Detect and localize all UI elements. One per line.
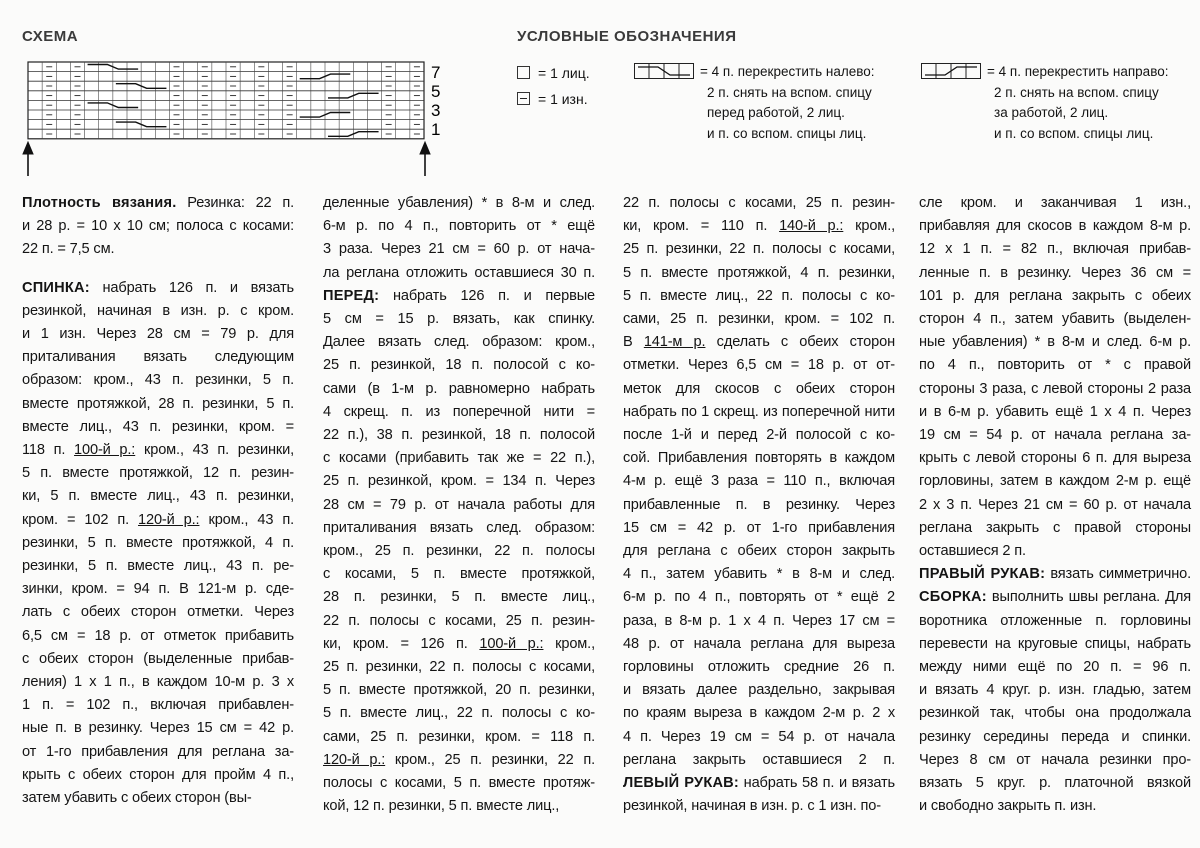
text-run: кром., 25 п. резинки, 22 п. полосы (323, 543, 595, 560)
text-run: прибавляя для скосов в каждом 8-м р. (919, 218, 1191, 235)
text-run: затем убавить с обеих сторон (вы- (22, 790, 252, 807)
text-run: 22 п. полосы с косами, 25 п. резин- (623, 195, 895, 211)
text-line (623, 726, 895, 749)
text-line (623, 238, 895, 261)
text-run: 5 п. вместе протяжкой, 4 п. резинки, (623, 264, 895, 281)
text-line (22, 277, 294, 300)
text-line (22, 300, 294, 323)
text-line (623, 679, 895, 702)
text-run: В (623, 334, 644, 351)
legend-cross-left (634, 62, 894, 144)
text-run: 6-м р. по 4 п., повторить от * ещё (323, 218, 595, 235)
text-line (919, 749, 1191, 772)
text-line (22, 532, 294, 555)
text-run: набрать 58 п. и вязать (738, 775, 895, 792)
text-line (919, 517, 1191, 540)
cross-right-line-3: и п. со вспом. спицы лиц. (994, 125, 1154, 141)
schema-title: СХЕМА (22, 28, 79, 45)
row-reference: 120-й р.: (323, 751, 386, 768)
text-line (323, 772, 595, 795)
text-run: образом: кром., 43 п. резинки, 5 п. (22, 372, 294, 389)
text-run: деленные убавления) * в 8-м и след. (323, 195, 595, 211)
text-line (22, 625, 294, 648)
text-run: перевести на круговые спицы, набрать (919, 635, 1191, 652)
text-line (623, 354, 895, 377)
text-run: с обеих сторон (выделенные прибав- (22, 650, 294, 667)
text-line (919, 401, 1191, 424)
text-run: Через 8 см от начала резинки про- (919, 751, 1191, 768)
text-run: 6,5 см = 18 р. от отметок прибавить (22, 627, 294, 644)
text-column-1 (22, 192, 294, 810)
text-line (22, 601, 294, 624)
text-run: и в 6-м р. убавить ещё 1 х 4 п. Через (919, 403, 1191, 420)
text-line (323, 238, 595, 261)
text-run: 2 х 3 п. Через 21 см = 60 р. от начала (919, 496, 1191, 513)
text-run: крыть с левой стороны 6 п. для выреза (919, 450, 1191, 467)
text-column-2 (323, 192, 595, 818)
text-line (623, 192, 895, 215)
arrow-left-icon (23, 142, 33, 176)
text-run: 22 п. = 7,5 см. (22, 241, 115, 258)
text-line (22, 509, 294, 532)
text-line (623, 517, 895, 540)
cross-right-title: = 4 п. перекрестить направо: (987, 64, 1169, 79)
text-run: сами, 25 п. резинки, кром. = 102 п. (623, 311, 895, 328)
text-run: ления) 1 х 1 п., в каждом 10-м р. 3 х (22, 674, 294, 691)
section-label: ПРАВЫЙ РУКАВ: (919, 566, 1046, 583)
section-label: Плотность вязания. (22, 195, 177, 211)
text-run: резинкой, начиная в изн. р. с 1 изн. по- (623, 798, 881, 815)
text-run: Далее вязать след. образом: кром., (323, 334, 595, 351)
text-run: 28 см = 79 р. от начала работы для (323, 496, 595, 513)
text-line (623, 331, 895, 354)
text-run: и вязать 4 круг. р. изн. гладью, затем (919, 682, 1191, 699)
text-run: по 4 п., повторить от * с правой (919, 357, 1191, 374)
knitting-chart (20, 58, 450, 188)
text-run: и свободно закрыть п. изн. (919, 798, 1097, 815)
text-run: ные п. в резинку. Через 15 см = 42 р. (22, 720, 294, 737)
text-run: кром., (543, 635, 595, 652)
text-line (919, 424, 1191, 447)
text-line (323, 633, 595, 656)
text-line (623, 494, 895, 517)
text-line (22, 764, 294, 787)
text-line (919, 795, 1191, 818)
text-line (623, 540, 895, 563)
text-run: горловины отложить средние 26 п. (623, 659, 895, 676)
text-run: отметки. Через 6,5 см = 18 р. от от- (623, 357, 895, 374)
text-line (323, 540, 595, 563)
text-run: реглана закрыть оставшиеся 2 п. (623, 751, 895, 768)
text-run: 15 см = 42 р. от 1-го прибавления (623, 519, 895, 536)
row-reference: 120-й р.: (138, 511, 200, 528)
text-run: сами, 25 п. резинки, кром. = 118 п. (323, 728, 595, 745)
cross-left-symbol-icon (634, 63, 694, 79)
text-run: 118 п. (22, 442, 75, 459)
text-line (323, 749, 595, 772)
text-line (323, 378, 595, 401)
text-line (22, 323, 294, 346)
text-run: сой. Прибавления повторять в каждом (623, 450, 895, 467)
text-run: 101 р. для реглана закрыть с обеих (919, 287, 1191, 304)
legend-knit-text: = 1 лиц. (538, 65, 590, 81)
text-run: 6-м р. по 4 п., повторять от * ещё 2 (623, 589, 895, 606)
text-run: 5 п. вместе лиц., 22 п. полосы с ко- (323, 705, 595, 722)
text-line (22, 787, 294, 810)
text-run: 12 х 1 п. = 82 п., включая прибав- (919, 241, 1191, 258)
text-line (22, 192, 294, 215)
text-run: после 1-й и перед 2-й полосой с ко- (623, 427, 895, 444)
text-run: резинки, 5 п. вместе протяжкой, 4 п. (22, 534, 294, 551)
cross-left-line-3: и п. со вспом. спицы лиц. (707, 125, 867, 141)
text-line (323, 308, 595, 331)
text-run: 5 п. вместе протяжкой, 20 п. резинки, (323, 682, 595, 699)
text-run: ные убавления) * в 8-м и след. 6-м р. (919, 334, 1191, 351)
text-run: выполнить швы реглана. Для (986, 589, 1191, 606)
text-run: с косами (прибавить так же = 22 п.), (323, 450, 595, 467)
cross-right-line-2: за работой, 2 лиц. (994, 105, 1109, 120)
text-line (919, 331, 1191, 354)
text-line (919, 285, 1191, 308)
cross-right-symbol-icon (921, 63, 981, 79)
text-run: 22 п.), 38 п. резинкой, 18 п. полосой (323, 427, 595, 444)
text-run: ла реглана отложить оставшиеся 30 п. (323, 264, 595, 281)
text-line (323, 494, 595, 517)
text-run: реглана закрыть с правой стороны (919, 519, 1191, 536)
text-run: раза, в 8-м р. 1 х 4 п. Через 17 см = (623, 612, 895, 629)
text-run: сами (в 1-м р. равномерно набрать (323, 380, 595, 397)
text-run: и вязать далее раздельно, закрывая (623, 682, 895, 699)
text-run: приталивания вязать следующим (22, 349, 294, 366)
text-line (919, 192, 1191, 215)
text-run: 4 п., затем убавить * в 8-м и след. (623, 566, 895, 583)
text-line (22, 416, 294, 439)
text-line (623, 586, 895, 609)
text-line (323, 285, 595, 308)
text-run: 3 раза. Через 21 см = 60 р. от нача- (323, 241, 595, 258)
cross-left-line-1: 2 п. снять на вспом. спицу (707, 84, 872, 100)
text-run: горловины, затем в каждом 2-м р. ещё (919, 473, 1191, 490)
text-run: и 1 изн. Через 28 см = 79 р. для (22, 326, 294, 343)
text-run: резинкой так, чтобы она продолжала (919, 705, 1191, 722)
text-run: вместе протяжкой, 28 п. резинки, 5 п. (22, 395, 294, 412)
text-line (323, 726, 595, 749)
text-run: меток для скосов с обеих сторон (623, 380, 895, 397)
text-line (22, 215, 294, 238)
text-run: сторон 4 п., затем убавить (выделен- (919, 311, 1191, 328)
text-line (22, 346, 294, 369)
text-line (323, 447, 595, 470)
text-line (623, 378, 895, 401)
text-run: зинки, кром. = 94 п. В 121-м р. сде- (22, 581, 294, 598)
text-line (919, 726, 1191, 749)
text-line (919, 215, 1191, 238)
text-line (323, 424, 595, 447)
text-run: и 28 р. = 10 х 10 см; полоса с косами: (22, 218, 294, 235)
cross-left-title: = 4 п. перекрестить налево: (700, 64, 875, 79)
text-line (22, 369, 294, 392)
row-reference: 100-й р.: (74, 442, 136, 459)
text-run: полосы с косами, 5 п. вместе протяж- (323, 775, 595, 792)
cross-left-line-2: перед работой, 2 лиц. (707, 105, 845, 120)
text-line (919, 702, 1191, 725)
text-run: вязать симметрично. (1045, 566, 1191, 583)
text-run: 4 п. Через 19 см = 54 р. от начала (623, 728, 895, 745)
arrow-right-icon (420, 142, 430, 176)
row-label-1: 1 (431, 120, 441, 139)
section-label: ПЕРЕД: (323, 287, 380, 304)
text-run: ки, кром. = 126 п. (323, 635, 480, 652)
text-run: 22 п. полосы с косами, 25 п. резин- (323, 612, 595, 629)
purl-symbol-icon (517, 92, 530, 105)
text-line (323, 470, 595, 493)
text-line (919, 679, 1191, 702)
text-run: кром. = 102 п. (22, 511, 139, 528)
text-line (919, 308, 1191, 331)
section-label: СБОРКА: (919, 589, 987, 606)
text-run: прибавленные п. в резинку. Через (623, 496, 895, 513)
text-line (323, 656, 595, 679)
text-run: вязать 5 круг. р. платочной вязкой (919, 775, 1191, 792)
text-run: 48 р. от начала реглана для выреза (623, 635, 895, 652)
section-label: СПИНКА: (22, 279, 90, 296)
text-run: крыть с обеих сторон для пройм 4 п., (22, 766, 294, 783)
text-line (919, 772, 1191, 795)
text-line (623, 424, 895, 447)
text-run: ки, 5 п. вместе лиц., 43 п. резинки, (22, 488, 294, 505)
text-run: кой, 12 п. резинки, 5 п. вместе лиц., (323, 798, 560, 815)
row-reference: 100-й р.: (479, 635, 544, 652)
text-line (623, 563, 895, 586)
text-run: 5 п. вместе протяжкой, 12 п. резин- (22, 465, 294, 482)
text-line (919, 494, 1191, 517)
text-run: от 1-го прибавления для реглана за- (22, 743, 294, 760)
text-line (623, 262, 895, 285)
text-line (323, 795, 595, 818)
text-line (623, 470, 895, 493)
text-line (623, 447, 895, 470)
text-run: ленные п. в резинку. Через 36 см = (919, 264, 1191, 281)
text-line (22, 741, 294, 764)
text-run: резинку середины переда и спинки. (919, 728, 1191, 745)
text-line (323, 262, 595, 285)
text-line (919, 633, 1191, 656)
text-run: между ними ещё по 20 п. = 96 п. (919, 659, 1191, 676)
text-line (323, 331, 595, 354)
text-run: 25 п. резинки, 22 п. полосы с косами, (323, 659, 595, 676)
text-run: резинки, 5 п. вместе лиц., 43 п. ре- (22, 558, 294, 575)
text-line (323, 610, 595, 633)
text-line (323, 586, 595, 609)
text-run: стороны 3 раза, с левой стороны 2 раза (919, 380, 1191, 397)
text-run: кром., 43 п. резинки, (135, 442, 294, 459)
text-line (623, 749, 895, 772)
knit-symbol-icon (517, 66, 530, 79)
text-line (623, 401, 895, 424)
row-label-5: 5 (431, 82, 441, 101)
text-line (22, 439, 294, 462)
text-run: кром., (843, 218, 896, 235)
text-run: набрать 126 п. и первые (379, 287, 595, 304)
text-line (919, 656, 1191, 679)
text-line (919, 540, 1191, 563)
text-run: по краям выреза в каждом 2-м р. 2 х (623, 705, 895, 722)
text-run: резинкой, начиная в изн. р. с кром. (22, 302, 294, 319)
text-line (22, 238, 294, 261)
row-label-3: 3 (431, 101, 441, 120)
text-line (919, 238, 1191, 261)
row-reference: 140-й р.: (779, 218, 844, 235)
text-line (623, 215, 895, 238)
text-run: 19 см = 54 р. от начала реглана за- (919, 427, 1191, 444)
text-line (919, 610, 1191, 633)
text-line (623, 610, 895, 633)
text-run: воротника отложенные п. горловины (919, 612, 1191, 629)
text-run: приталивания вязать след. образом: (323, 519, 595, 536)
section-label: ЛЕВЫЙ РУКАВ: (623, 775, 739, 792)
text-run: с косами, 5 п. вместе протяжкой, (323, 566, 595, 583)
text-run: 25 п. резинкой, 18 п. полосой с ко- (323, 357, 595, 374)
legend-knit (517, 63, 590, 83)
text-run: лать с обеих сторон отметки. Через (22, 604, 294, 621)
text-line (919, 378, 1191, 401)
text-run: 25 п. резинкой, кром. = 134 п. Через (323, 473, 595, 490)
text-line (623, 308, 895, 331)
text-line (919, 563, 1191, 586)
text-line (22, 555, 294, 578)
text-run: 25 п. резинки, 22 п. полосы с косами, (623, 241, 895, 258)
text-line (323, 702, 595, 725)
text-column-4 (919, 192, 1191, 818)
text-run: 5 см = 15 р. вязать, как спинку. (323, 311, 595, 328)
legend-purl-text: = 1 изн. (538, 91, 588, 107)
text-run: вместе лиц., 43 п. резинки, кром. = (22, 418, 294, 435)
legend-title: УСЛОВНЫЕ ОБОЗНАЧЕНИЯ (517, 28, 737, 45)
text-column-3 (623, 192, 895, 818)
text-run: Резинка: 22 п. (176, 195, 294, 211)
text-line (919, 470, 1191, 493)
text-line (22, 393, 294, 416)
text-run: ки, кром. = 110 п. (623, 218, 780, 235)
text-line (22, 578, 294, 601)
text-line (323, 354, 595, 377)
paragraph-gap (22, 262, 294, 277)
text-line (919, 447, 1191, 470)
text-run: 28 п. резинки, 5 п. вместе лиц., (323, 589, 595, 606)
cross-right-line-1: 2 п. снять на вспом. спицу (994, 84, 1159, 100)
text-run: 5 п. вместе лиц., 22 п. полосы с ко- (623, 287, 895, 304)
chart-svg (20, 58, 450, 188)
text-line (919, 354, 1191, 377)
text-line (22, 485, 294, 508)
text-run: для реглана с обеих сторон закрыть (623, 543, 895, 560)
row-reference: 141-м р. (643, 334, 706, 351)
legend-purl (517, 89, 588, 109)
text-run: кром., 25 п. резинки, 22 п. (385, 751, 595, 768)
text-run: 4-м р. ещё 3 раза = 110 п., включая (623, 473, 895, 490)
text-run: 4 скрещ. п. из поперечной нити = (323, 403, 595, 420)
text-run: сле кром. и заканчивая 1 изн., (919, 195, 1191, 211)
text-run: кром., 43 п. (199, 511, 294, 528)
text-line (323, 679, 595, 702)
text-line (623, 772, 895, 795)
legend-cross-right (921, 62, 1181, 144)
text-line (623, 702, 895, 725)
text-line (623, 656, 895, 679)
text-line (919, 586, 1191, 609)
text-line (323, 192, 595, 215)
text-line (22, 462, 294, 485)
text-line (323, 563, 595, 586)
text-line (623, 795, 895, 818)
text-line (919, 262, 1191, 285)
text-line (323, 215, 595, 238)
text-run: сделать с обеих сторон (705, 334, 895, 351)
text-run: набрать по 1 скрещ. из поперечной нити (623, 403, 895, 420)
chart-grid (28, 62, 424, 139)
text-line (22, 671, 294, 694)
text-line (623, 633, 895, 656)
text-run: оставшиеся 2 п. (919, 543, 1026, 560)
text-line (22, 648, 294, 671)
text-line (323, 401, 595, 424)
text-line (323, 517, 595, 540)
text-run: набрать 126 п. и вязать (89, 279, 294, 296)
text-run: 1 п. = 102 п., включая прибавлен- (22, 697, 294, 714)
text-line (623, 285, 895, 308)
text-line (22, 717, 294, 740)
text-line (22, 694, 294, 717)
row-label-7: 7 (431, 63, 441, 82)
